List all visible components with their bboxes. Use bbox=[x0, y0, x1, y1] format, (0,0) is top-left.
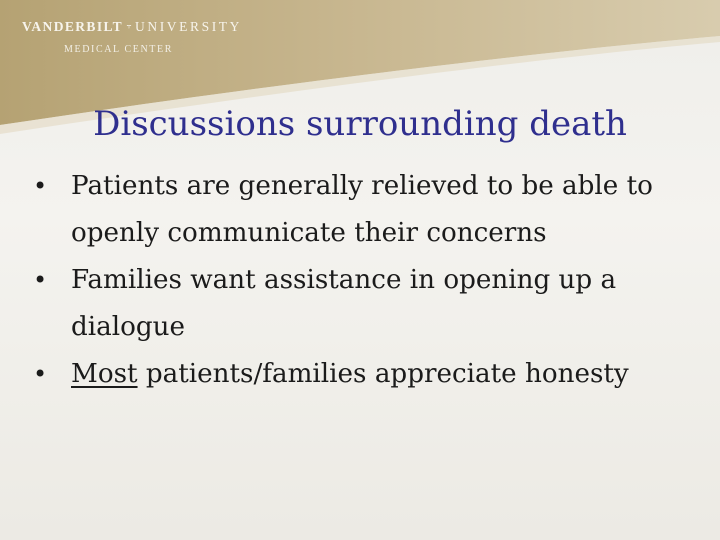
logo-subtitle: MEDICAL CENTER bbox=[64, 44, 173, 55]
bullet-item bbox=[30, 163, 690, 257]
bullet-marker: • bbox=[33, 360, 48, 388]
logo-word-vanderbilt: VANDERBILT bbox=[22, 19, 124, 34]
vanderbilt-logo bbox=[22, 14, 242, 64]
bullet-list bbox=[30, 163, 690, 398]
bullet-text: Patients are generally relieved to be able to openly communicate their concerns bbox=[71, 171, 653, 248]
bullet-text: patients/families appreciate honesty bbox=[137, 359, 629, 389]
bullet-marker: • bbox=[33, 172, 48, 200]
bullet-emphasis: Most bbox=[71, 359, 138, 389]
slide-title: Discussions surrounding death bbox=[93, 104, 627, 144]
bullet-item bbox=[30, 351, 690, 398]
logo-word-university: UNIVERSITY bbox=[135, 19, 242, 34]
bullet-text: Families want assistance in opening up a dialogue bbox=[71, 265, 617, 342]
bullet-marker: • bbox=[33, 266, 48, 294]
bullet-item bbox=[30, 257, 690, 351]
oak-leaf-v-icon bbox=[126, 16, 132, 38]
